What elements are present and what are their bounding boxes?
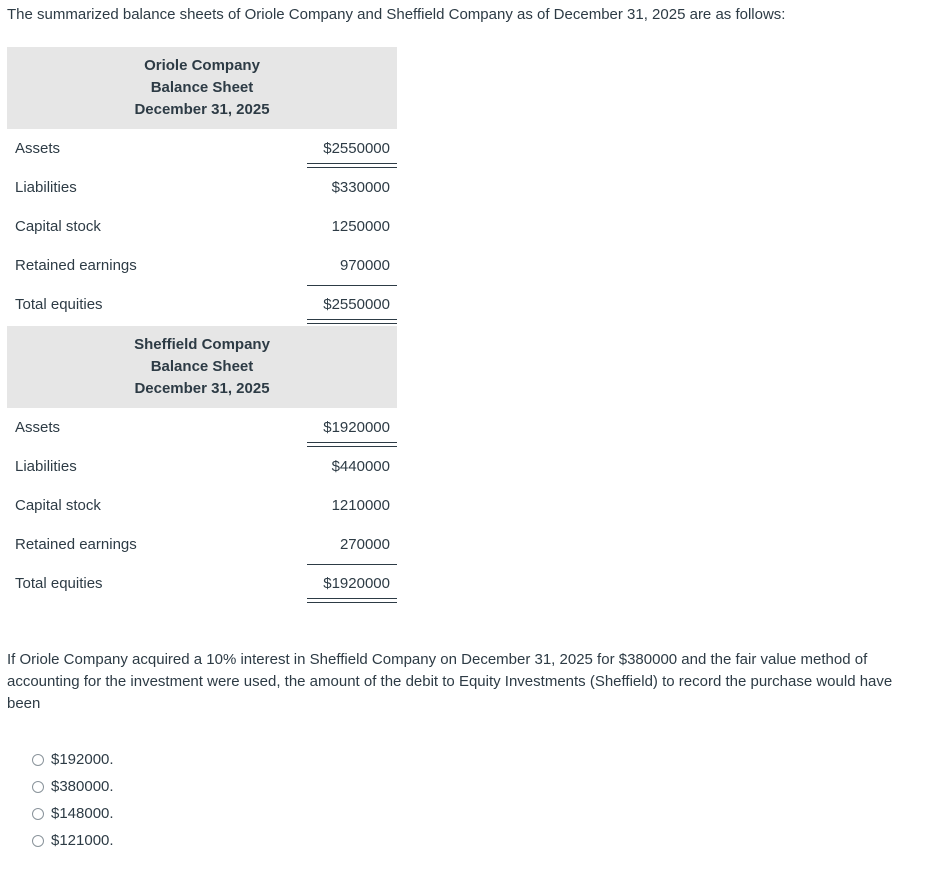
- answer-option-2[interactable]: [32, 773, 114, 800]
- option-label: $148000.: [51, 805, 114, 822]
- row-value: $2550000: [323, 140, 390, 157]
- oriole-row-liabilities: [7, 168, 397, 207]
- sheffield-row-capital-stock: [7, 486, 397, 525]
- row-value: 270000: [339, 536, 390, 553]
- row-value: $1920000: [323, 419, 390, 436]
- row-label: Total equities: [15, 296, 103, 313]
- intro-text: The summarized balance sheets of Oriole Company and Sheffield Company as of December 31, 2025 are as follows:: [7, 6, 786, 23]
- sheffield-header: [7, 326, 397, 408]
- row-value: 1210000: [331, 497, 390, 514]
- row-label: Total equities: [15, 575, 103, 592]
- sheffield-balance-sheet: [7, 326, 397, 603]
- answer-options: [32, 746, 114, 854]
- sheffield-row-retained-earnings: [7, 525, 397, 564]
- row-value: 1250000: [331, 218, 390, 235]
- answer-option-1[interactable]: [32, 746, 114, 773]
- row-value: $2550000: [323, 296, 390, 313]
- row-label: Liabilities: [15, 458, 77, 475]
- radio-button[interactable]: [32, 808, 44, 820]
- option-label: $121000.: [51, 832, 114, 849]
- sheffield-statement-date: December 31, 2025: [134, 380, 270, 397]
- row-value: 970000: [339, 257, 390, 274]
- single-rule: [307, 564, 397, 565]
- row-value: $440000: [331, 458, 390, 475]
- double-underline: [307, 598, 397, 603]
- radio-button[interactable]: [32, 781, 44, 793]
- oriole-statement-date: December 31, 2025: [134, 101, 270, 118]
- sheffield-company-name: Sheffield Company: [134, 336, 270, 353]
- oriole-row-assets: [7, 129, 397, 168]
- single-rule: [307, 285, 397, 286]
- option-label: $192000.: [51, 751, 114, 768]
- oriole-balance-sheet: [7, 47, 397, 324]
- row-label: Assets: [15, 419, 61, 436]
- row-label: Liabilities: [15, 179, 77, 196]
- radio-button[interactable]: [32, 754, 44, 766]
- double-underline: [307, 319, 397, 324]
- sheffield-row-liabilities: [7, 447, 397, 486]
- row-label: Assets: [15, 140, 61, 157]
- question-text: If Oriole Company acquired a 10% interest in Sheffield Company on December 31, 2025 for $380000 and the fair value method of accounting for the investment were used, the amount of the debit to Equity Investments (Sheffield) to record the purchase would have been: [7, 651, 893, 712]
- sheffield-row-assets: [7, 408, 397, 447]
- row-label: Capital stock: [15, 218, 101, 235]
- answer-option-3[interactable]: [32, 800, 114, 827]
- sheffield-statement-title: Balance Sheet: [150, 358, 254, 375]
- oriole-statement-title: Balance Sheet: [150, 79, 254, 96]
- oriole-row-capital-stock: [7, 207, 397, 246]
- row-value: $1920000: [323, 575, 390, 592]
- radio-button[interactable]: [32, 835, 44, 847]
- oriole-row-total-equities: [7, 285, 397, 324]
- answer-option-4[interactable]: [32, 827, 114, 854]
- option-label: $380000.: [51, 778, 114, 795]
- oriole-row-retained-earnings: [7, 246, 397, 285]
- row-value: $330000: [331, 179, 390, 196]
- oriole-header: [7, 47, 397, 129]
- row-label: Retained earnings: [15, 257, 137, 274]
- oriole-company-name: Oriole Company: [144, 57, 260, 74]
- row-label: Capital stock: [15, 497, 101, 514]
- row-label: Retained earnings: [15, 536, 137, 553]
- sheffield-row-total-equities: [7, 564, 397, 603]
